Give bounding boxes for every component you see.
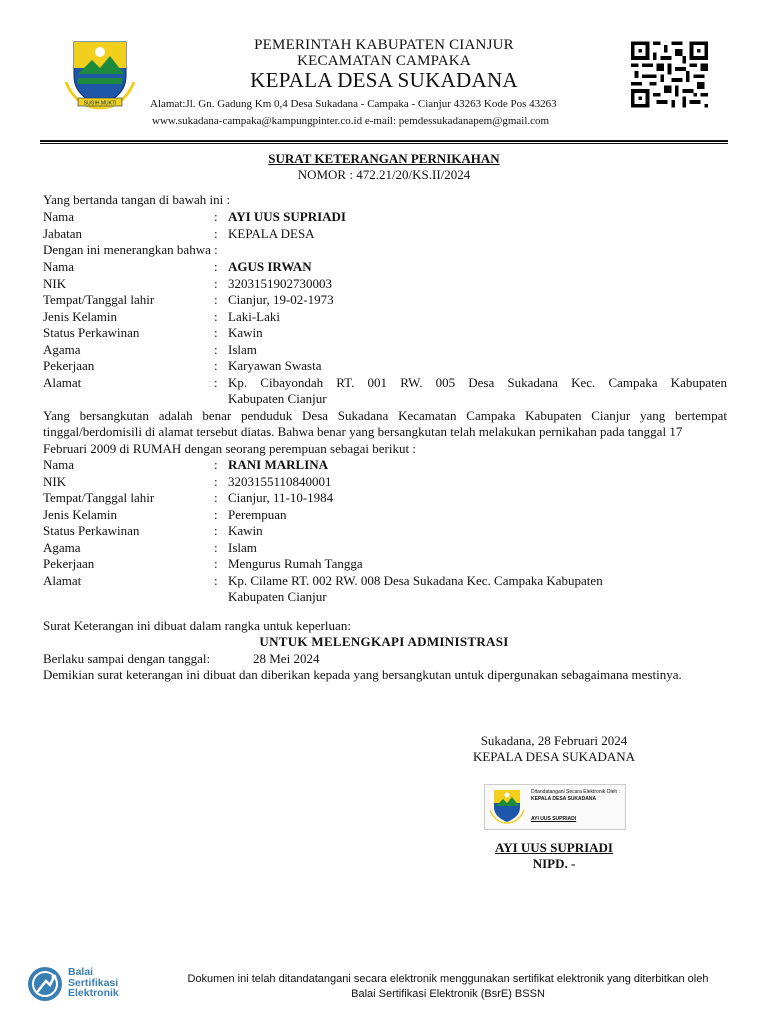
purpose-text: UNTUK MELENGKAPI ADMINISTRASI — [259, 634, 509, 649]
signature-position: KEPALA DESA SUKADANA — [472, 749, 636, 764]
bride-name-label: Nama — [43, 457, 75, 472]
regency-logo — [64, 38, 136, 110]
header-divider-thin — [40, 143, 728, 144]
groom-field-label: Agama — [43, 342, 81, 357]
colon: : — [214, 209, 218, 224]
intro-text: Yang bertanda tangan di bawah ini : — [43, 192, 231, 207]
signer-name-signature: AYI UUS SUPRIADI — [495, 840, 613, 855]
footer-statement-line1: Dokumen ini telah ditandatangani secara elektronik menggunakan sertifikat elektronik yang diterbitkan oleh — [187, 973, 709, 985]
colon: : — [214, 358, 218, 373]
groom-field-label: Pekerjaan — [43, 358, 95, 373]
intro2-text: Dengan ini menerangkan bahwa : — [43, 242, 218, 257]
colon: : — [214, 325, 218, 340]
colon: : — [214, 540, 218, 555]
bride-field-label: Pekerjaan — [43, 556, 95, 571]
colon: : — [214, 309, 218, 324]
groom-address-label: Alamat — [43, 375, 82, 390]
header-village-head: KEPALA DESA SUKADANA — [250, 68, 518, 92]
valid-until-date: 28 Mei 2024 — [253, 651, 320, 666]
colon: : — [214, 507, 218, 522]
groom-field-value: Kawin — [228, 325, 263, 340]
bride-address-line2: Kabupaten Cianjur — [228, 589, 327, 604]
groom-field-label: Tempat/Tanggal lahir — [43, 292, 155, 307]
colon: : — [214, 457, 218, 472]
groom-address-line2: Kabupaten Cianjur — [228, 391, 327, 406]
signer-position-value: KEPALA DESA — [228, 226, 315, 241]
colon: : — [214, 556, 218, 571]
groom-field-label: NIK — [43, 276, 67, 291]
closing-paragraph: Demikian surat keterangan ini dibuat dan diberikan kepada yang bersangkutan untuk dipergunakan sebagaimana mestinya. — [43, 667, 682, 682]
groom-name-value: AGUS IRWAN — [228, 259, 312, 274]
qr-code-icon — [631, 41, 708, 108]
signer-name-label: Nama — [43, 209, 75, 224]
stamp-position: KEPALA DESA SUKADANA — [531, 796, 597, 802]
bride-address-label: Alamat — [43, 573, 82, 588]
document-number: NOMOR : 472.21/20/KS.II/2024 — [297, 167, 471, 182]
colon: : — [214, 259, 218, 274]
residence-statement: Yang bersangkutan adalah benar penduduk Desa Sukadana Kecamatan Campaka Kabupaten Cianjur yang bertempat tinggal/berdomisili di alamat tersebut diatas. Bahwa benar yang bersangkutan telah melakukan pernikahan pada tanggal 17 — [43, 408, 727, 439]
header-government: PEMERINTAH KABUPATEN CIANJUR — [254, 37, 514, 53]
groom-name-label: Nama — [43, 259, 75, 274]
stamp-name: AYI UUS SUPRIADI — [531, 816, 577, 822]
bride-field-label: Agama — [43, 540, 81, 555]
bride-name-value: RANI MARLINA — [228, 457, 329, 472]
marriage-statement: Februari 2009 di RUMAH dengan seorang perempuan sebagai berikut : — [43, 441, 416, 456]
signature-place-date: Sukadana, 28 Februari 2024 — [480, 733, 628, 748]
regency-logo-small — [489, 788, 525, 824]
bride-field-value: Cianjur, 11-10-1984 — [228, 490, 334, 505]
valid-until-label: Berlaku sampai dengan tanggal: — [43, 651, 211, 666]
colon: : — [214, 342, 218, 357]
colon: : — [214, 490, 218, 505]
bride-field-value: Islam — [228, 540, 257, 555]
colon: : — [214, 375, 218, 390]
groom-field-value: Karyawan Swasta — [228, 358, 322, 373]
header-district: KECAMATAN CAMPAKA — [297, 53, 471, 69]
header-address: Alamat:Jl. Gn. Gadung Km 0,4 Desa Sukadana - Campaka - Cianjur 43263 Kode Pos 43263 — [150, 98, 557, 110]
groom-address-line1: Kp. Cibayondah RT. 001 RW. 005 Desa Sukadana Kec. Campaka Kabupaten — [228, 375, 727, 390]
groom-field-label: Status Perkawinan — [43, 325, 140, 340]
colon: : — [214, 226, 218, 241]
bride-field-label: Status Perkawinan — [43, 523, 140, 538]
bride-field-value: 3203155110840001 — [228, 474, 332, 489]
signer-position-label: Jabatan — [43, 226, 82, 241]
electronic-signature-stamp — [484, 784, 626, 830]
bride-address-line1: Kp. Cilame RT. 002 RW. 008 Desa Sukadana Kec. Campaka Kabupaten — [228, 573, 603, 588]
footer-statement-line2: Balai Sertifikasi Elektronik (BsrE) BSSN — [351, 988, 545, 1000]
bride-field-label: Tempat/Tanggal lahir — [43, 490, 155, 505]
colon: : — [214, 292, 218, 307]
bride-field-value: Perempuan — [228, 507, 287, 522]
colon: : — [214, 276, 218, 291]
document-title: SURAT KETERANGAN PERNIKAHAN — [268, 151, 500, 166]
header-web-email: www.sukadana-campaka@kampungpinter.co.id e-mail: pemdessukadanapem@gmail.com — [152, 115, 550, 127]
groom-field-value: Islam — [228, 342, 257, 357]
bride-field-value: Mengurus Rumah Tangga — [228, 556, 363, 571]
colon: : — [214, 573, 218, 588]
groom-field-value: Laki-Laki — [228, 309, 280, 324]
groom-field-value: Cianjur, 19-02-1973 — [228, 292, 334, 307]
bride-field-label: NIK — [43, 474, 67, 489]
bsre-logo-icon — [26, 965, 64, 1003]
groom-field-label: Jenis Kelamin — [43, 309, 118, 324]
signer-nip: NIPD. - — [532, 856, 576, 871]
bsre-logo-text: Balai Sertifikasi Elektronik — [68, 966, 119, 999]
groom-field-value: 3203151902730003 — [228, 276, 332, 291]
purpose-intro: Surat Keterangan ini dibuat dalam rangka untuk keperluan: — [43, 618, 351, 633]
signer-name-value: AYI UUS SUPRIADI — [228, 209, 346, 224]
logo-motto: SUGIH MUKTI — [83, 100, 117, 107]
bride-field-label: Jenis Kelamin — [43, 507, 118, 522]
colon: : — [214, 523, 218, 538]
colon: : — [214, 474, 218, 489]
header-divider-thick — [40, 140, 728, 142]
bride-field-value: Kawin — [228, 523, 263, 538]
stamp-signed-by: Ditandatangani Secara Elektronik Oleh : — [531, 789, 620, 795]
